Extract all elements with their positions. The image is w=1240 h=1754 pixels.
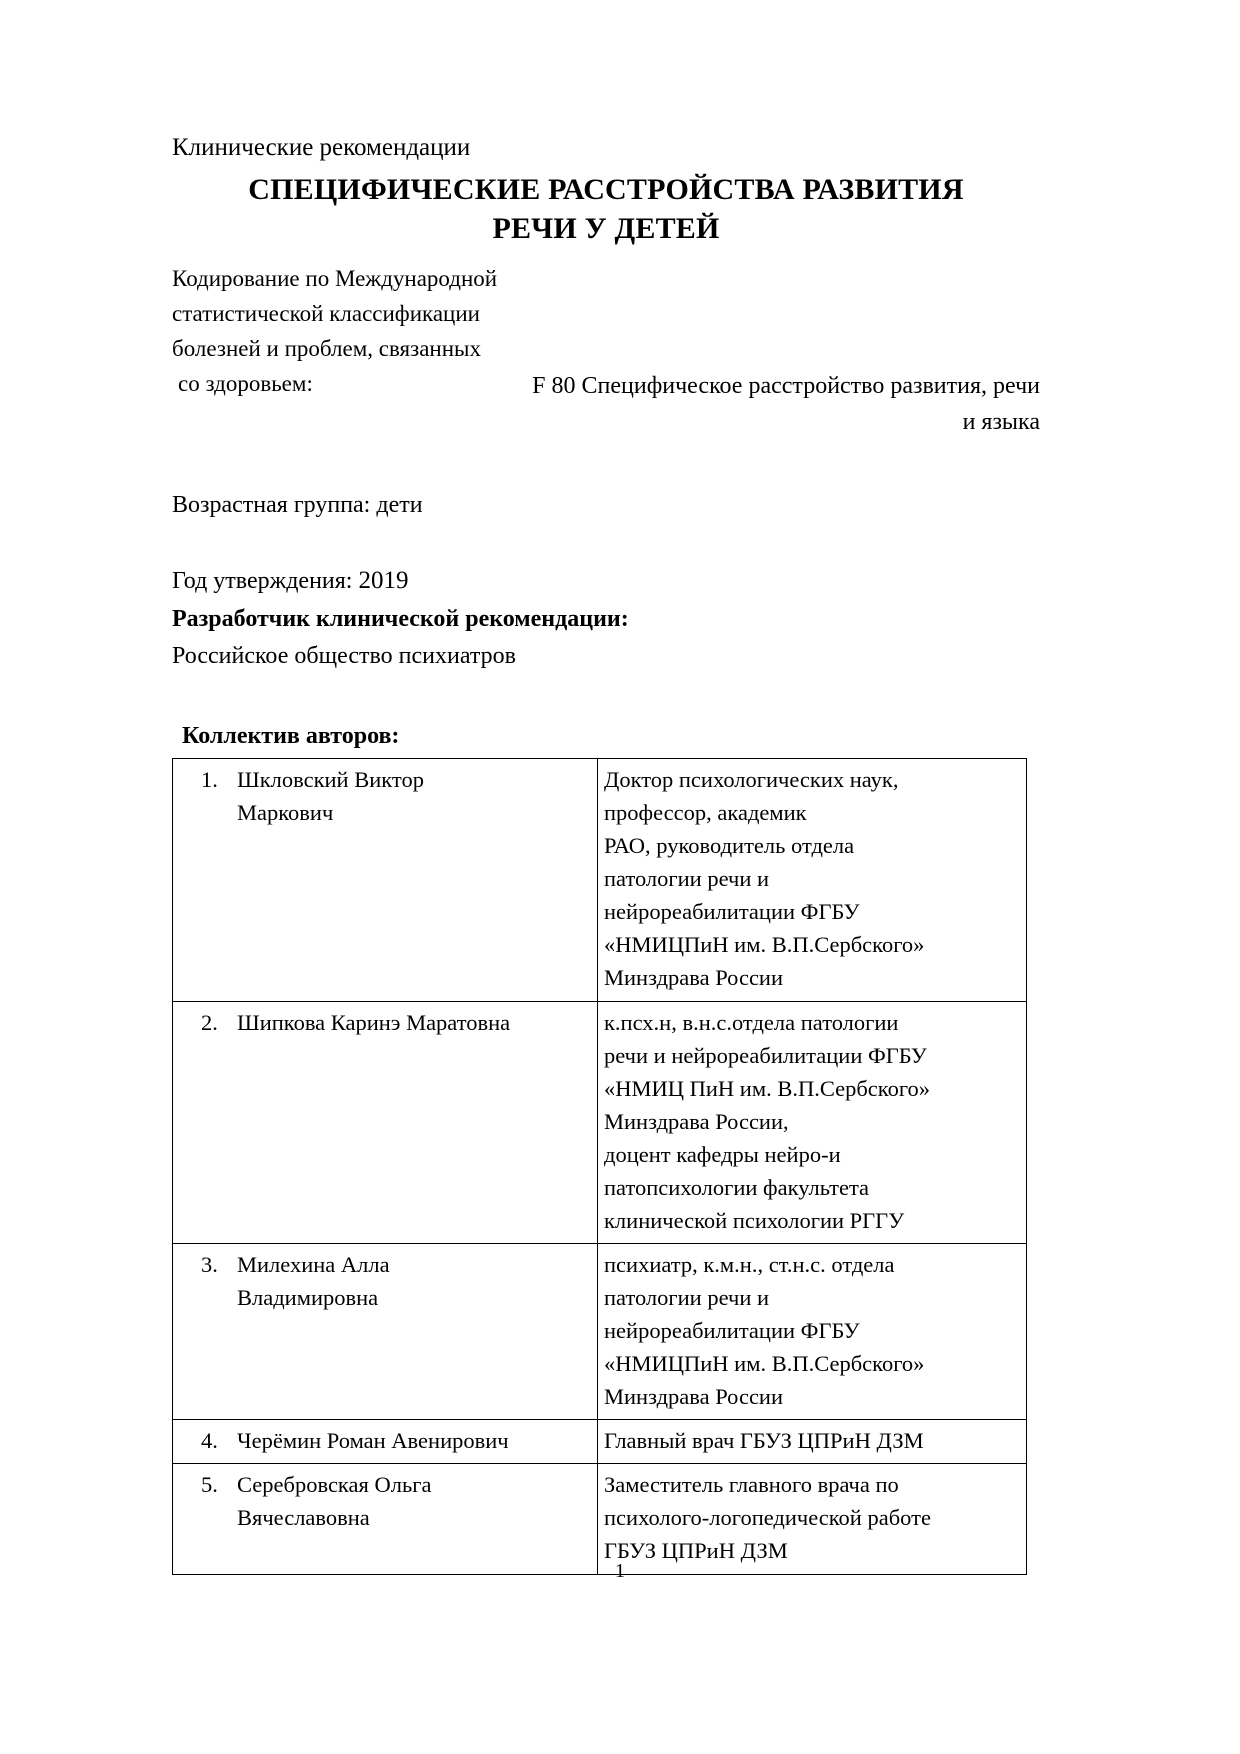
table-row — [173, 759, 1027, 1001]
author-description-line: РАО, руководитель отдела — [604, 833, 855, 859]
meta-spacer — [172, 524, 1040, 562]
table-row — [173, 1001, 1027, 1243]
author-name-line: Маркович — [237, 800, 334, 826]
author-name-line: Шипкова Каринэ Маратовна — [237, 1009, 511, 1035]
meta-block — [172, 487, 1040, 675]
coding-line-1: Кодирование по Международной — [172, 266, 498, 291]
author-description-line: психиатр, к.м.н., ст.н.с. отдела — [604, 1251, 895, 1277]
author-description-line: Минздрава России — [604, 965, 784, 991]
author-description-cell — [598, 1464, 1027, 1574]
developer-heading: Разработчик клинической рекомендации: — [172, 605, 629, 632]
author-list-item — [179, 1468, 591, 1534]
author-description-line: патологии речи и — [604, 866, 770, 892]
author-name-cell — [173, 759, 598, 1001]
table-row — [173, 1243, 1027, 1419]
coding-label-row — [172, 367, 1040, 402]
author-number: 5. — [201, 1472, 218, 1498]
author-name-line: Шкловский Виктор — [237, 767, 424, 793]
author-description-cell — [598, 759, 1027, 1001]
author-description-line: к.псх.н, в.н.с.отдела патологии — [604, 1009, 899, 1035]
author-name-line: Вячеславовна — [237, 1505, 370, 1531]
author-description-line: клинической психологии РГГУ — [604, 1207, 905, 1233]
page-title — [172, 170, 1040, 248]
approval-year-value: 2019 — [358, 566, 409, 594]
author-description-cell — [598, 1001, 1027, 1243]
title-line-2: РЕЧИ У ДЕТЕЙ — [492, 212, 720, 245]
author-list-item — [179, 763, 591, 829]
author-list-item — [179, 1248, 591, 1314]
age-group: Возрастная группа: дети — [172, 491, 423, 518]
table-row — [173, 1464, 1027, 1574]
author-description-line: Минздрава России, — [604, 1108, 789, 1134]
author-description-line: патопсихологии факультета — [604, 1174, 870, 1200]
author-description-line: патологии речи и — [604, 1285, 770, 1310]
approval-year — [172, 562, 1040, 601]
coding-label: со здоровьем: — [178, 370, 313, 396]
author-number: 1. — [201, 767, 218, 793]
author-description-line: нейрореабилитации ФГБУ — [604, 899, 860, 925]
title-line-1: СПЕЦИФИЧЕСКИЕ РАССТРОЙСТВА РАЗВИТИЯ — [248, 173, 964, 206]
author-number: 4. — [201, 1428, 218, 1454]
authors-table — [172, 758, 1027, 1574]
author-description-line: «НМИЦПиН им. В.П.Сербского» — [604, 1351, 925, 1377]
author-description-line: «НМИЦПиН им. В.П.Сербского» — [604, 932, 925, 958]
coding-value-line-1: F 80 Специфическое расстройство развития, речи — [532, 372, 1040, 399]
author-description-line: психолого-логопедической работе — [604, 1505, 931, 1531]
author-description-cell — [598, 1420, 1027, 1464]
author-number: 2. — [201, 1009, 218, 1035]
author-description-line: речи и нейрореабилитации ФГБУ — [604, 1042, 927, 1068]
author-description-line: Доктор психологических наук, — [604, 767, 899, 793]
author-number: 3. — [201, 1251, 218, 1277]
author-name-line: Серебровская Ольга — [237, 1472, 432, 1498]
coding-line-3: болезней и проблем, связанных — [172, 335, 481, 361]
author-name-cell — [173, 1001, 598, 1243]
author-list-item — [179, 1424, 591, 1457]
developer-name: Российское общество психиатров — [172, 642, 516, 669]
author-description-cell — [598, 1243, 1027, 1419]
document-kicker: Клинические рекомендации — [172, 134, 471, 161]
coding-line-2: статистической классификации — [172, 300, 480, 326]
table-row — [173, 1420, 1027, 1464]
author-description-line: ГБУЗ ЦПРиН ДЗМ — [604, 1538, 788, 1564]
author-name-cell — [173, 1464, 598, 1574]
author-description-line: нейрореабилитации ФГБУ — [604, 1318, 860, 1344]
author-description-line: «НМИЦ ПиН им. В.П.Сербского» — [604, 1075, 930, 1101]
document-body — [172, 132, 1040, 1575]
authors-table-body — [173, 759, 1027, 1574]
author-name-line: Милехина Алла — [237, 1251, 390, 1277]
coding-value-line-2: и языка — [962, 409, 1040, 436]
approval-year-label: Год утверждения: — [172, 567, 353, 594]
author-description-line: доцент кафедры нейро-и — [604, 1141, 841, 1167]
author-description-line: Минздрава России — [604, 1384, 784, 1410]
page-number: 1 — [615, 1560, 625, 1582]
author-name-cell — [173, 1420, 598, 1464]
author-name-line: Владимировна — [237, 1285, 379, 1310]
author-description-line: Главный врач ГБУЗ ЦПРиН ДЗМ — [604, 1428, 924, 1454]
author-name-line: Черёмин Роман Авенирович — [237, 1428, 509, 1454]
author-list-item — [179, 1006, 591, 1039]
authors-heading: Коллектив авторов: — [182, 723, 400, 750]
author-description-line: Заместитель главного врача по — [604, 1472, 899, 1498]
author-name-cell — [173, 1243, 598, 1419]
author-description-line: профессор, академик — [604, 800, 807, 826]
coding-block — [172, 262, 1040, 441]
